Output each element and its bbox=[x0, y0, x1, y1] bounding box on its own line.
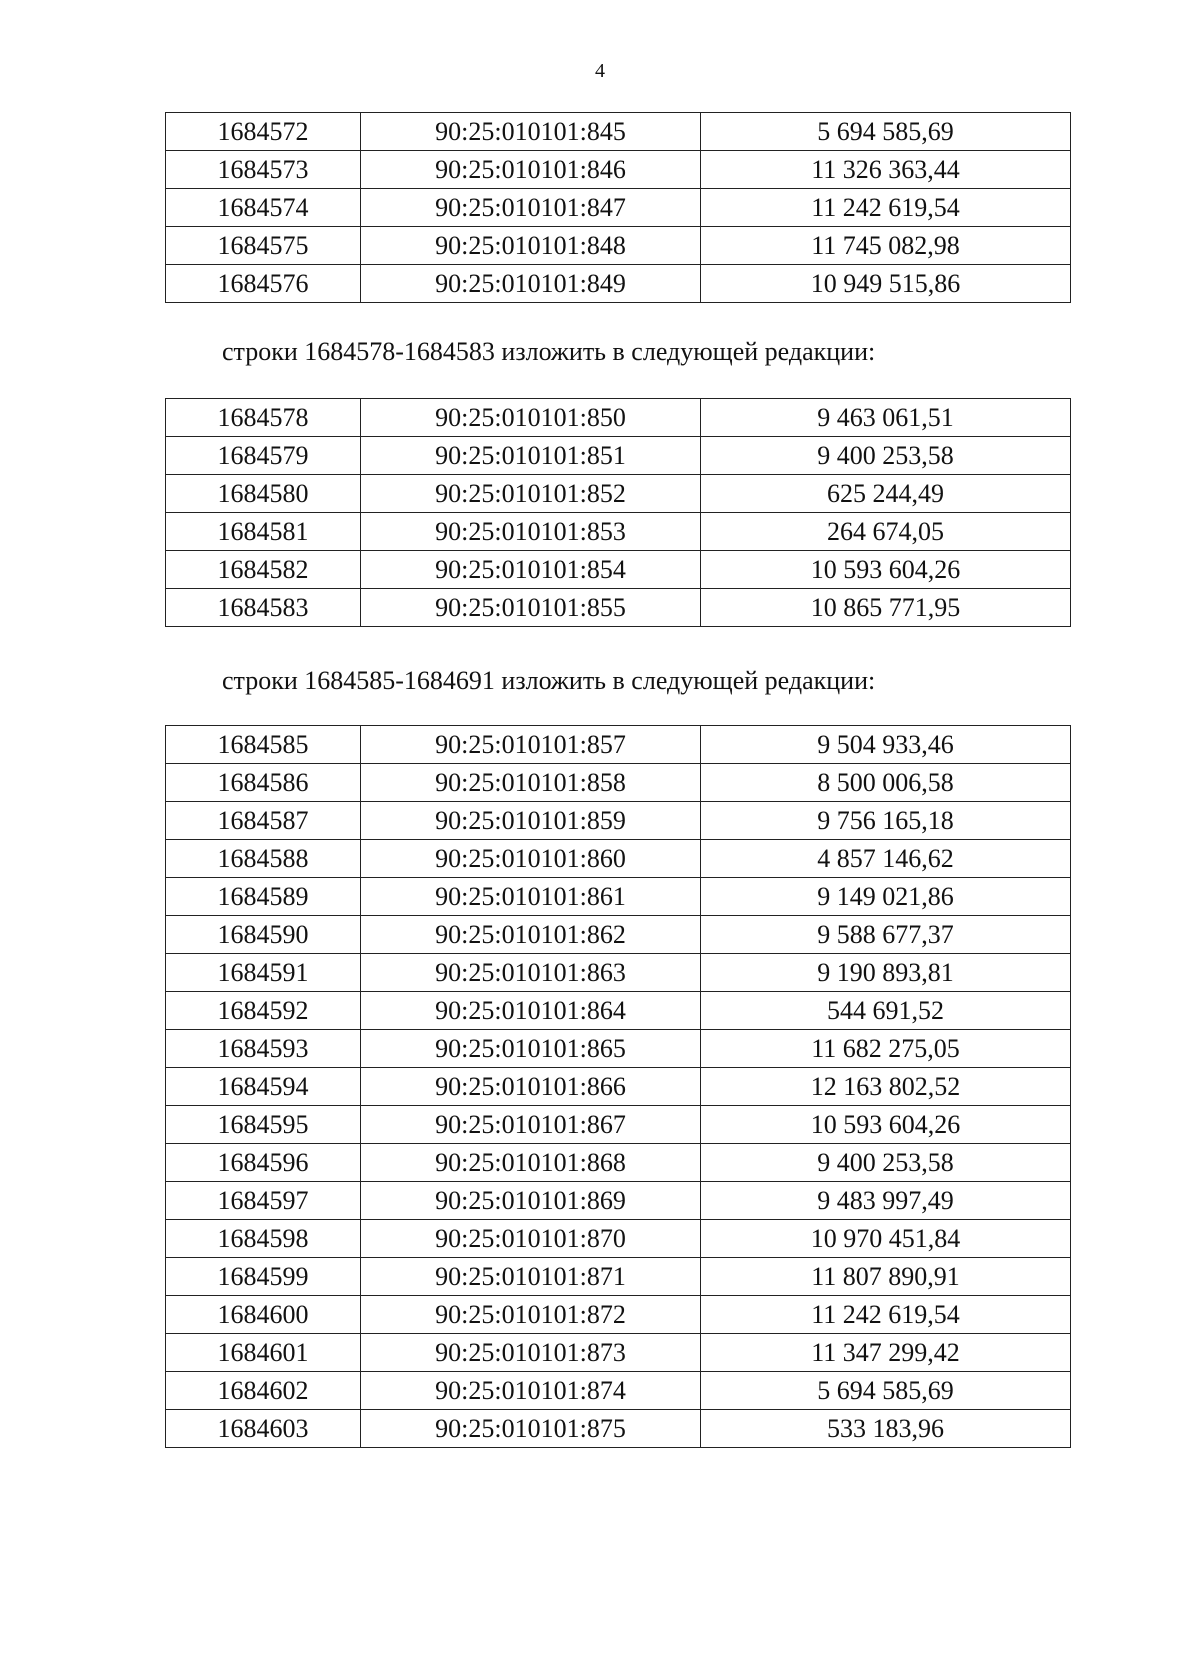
cadastral-number-cell: 90:25:010101:861 bbox=[361, 878, 701, 916]
row-number-cell: 1684572 bbox=[166, 113, 361, 151]
table-row bbox=[166, 1372, 1071, 1410]
value-cell: 11 682 275,05 bbox=[701, 1030, 1071, 1068]
cadastral-number-cell: 90:25:010101:862 bbox=[361, 916, 701, 954]
value-cell: 9 483 997,49 bbox=[701, 1182, 1071, 1220]
value-cell: 9 588 677,37 bbox=[701, 916, 1071, 954]
table-row bbox=[166, 992, 1071, 1030]
value-cell: 11 242 619,54 bbox=[701, 189, 1071, 227]
row-number-cell: 1684579 bbox=[166, 437, 361, 475]
page-number: 4 bbox=[595, 60, 605, 82]
value-cell: 8 500 006,58 bbox=[701, 764, 1071, 802]
table-row bbox=[166, 1334, 1071, 1372]
cadastral-number-cell: 90:25:010101:872 bbox=[361, 1296, 701, 1334]
cadastral-number-cell: 90:25:010101:873 bbox=[361, 1334, 701, 1372]
table-row bbox=[166, 437, 1071, 475]
value-cell: 11 745 082,98 bbox=[701, 227, 1071, 265]
table-row bbox=[166, 1296, 1071, 1334]
value-cell: 544 691,52 bbox=[701, 992, 1071, 1030]
table-row bbox=[166, 265, 1071, 303]
value-cell: 12 163 802,52 bbox=[701, 1068, 1071, 1106]
cadastral-number-cell: 90:25:010101:855 bbox=[361, 589, 701, 627]
value-cell: 10 593 604,26 bbox=[701, 1106, 1071, 1144]
table-row bbox=[166, 1106, 1071, 1144]
value-cell: 5 694 585,69 bbox=[701, 113, 1071, 151]
row-number-cell: 1684589 bbox=[166, 878, 361, 916]
value-cell: 9 504 933,46 bbox=[701, 726, 1071, 764]
cadastral-number-cell: 90:25:010101:854 bbox=[361, 551, 701, 589]
value-cell: 10 970 451,84 bbox=[701, 1220, 1071, 1258]
table-row bbox=[166, 954, 1071, 992]
table-row bbox=[166, 189, 1071, 227]
cadastral-number-cell: 90:25:010101:853 bbox=[361, 513, 701, 551]
cadastral-number-cell: 90:25:010101:860 bbox=[361, 840, 701, 878]
row-number-cell: 1684603 bbox=[166, 1410, 361, 1448]
cadastral-number-cell: 90:25:010101:869 bbox=[361, 1182, 701, 1220]
table-rows-1684578-1684583 bbox=[165, 398, 1071, 627]
value-cell: 11 326 363,44 bbox=[701, 151, 1071, 189]
row-number-cell: 1684602 bbox=[166, 1372, 361, 1410]
row-number-cell: 1684578 bbox=[166, 399, 361, 437]
table-row bbox=[166, 726, 1071, 764]
row-number-cell: 1684591 bbox=[166, 954, 361, 992]
row-number-cell: 1684598 bbox=[166, 1220, 361, 1258]
value-cell: 11 242 619,54 bbox=[701, 1296, 1071, 1334]
value-cell: 11 347 299,42 bbox=[701, 1334, 1071, 1372]
value-cell: 10 865 771,95 bbox=[701, 589, 1071, 627]
table-row bbox=[166, 1220, 1071, 1258]
table-row bbox=[166, 513, 1071, 551]
value-cell: 533 183,96 bbox=[701, 1410, 1071, 1448]
row-number-cell: 1684580 bbox=[166, 475, 361, 513]
row-number-cell: 1684573 bbox=[166, 151, 361, 189]
cadastral-number-cell: 90:25:010101:857 bbox=[361, 726, 701, 764]
table-row bbox=[166, 840, 1071, 878]
table-rows-1684572-1684576 bbox=[165, 112, 1071, 303]
table-row bbox=[166, 227, 1071, 265]
cadastral-number-cell: 90:25:010101:859 bbox=[361, 802, 701, 840]
table-row bbox=[166, 1144, 1071, 1182]
row-number-cell: 1684574 bbox=[166, 189, 361, 227]
cadastral-number-cell: 90:25:010101:858 bbox=[361, 764, 701, 802]
table-row bbox=[166, 399, 1071, 437]
table-row bbox=[166, 589, 1071, 627]
instruction-text: строки 1684585-1684691 изложить в следующей редакции: bbox=[222, 666, 876, 695]
row-number-cell: 1684593 bbox=[166, 1030, 361, 1068]
cadastral-number-cell: 90:25:010101:865 bbox=[361, 1030, 701, 1068]
table-row bbox=[166, 1182, 1071, 1220]
cadastral-number-cell: 90:25:010101:850 bbox=[361, 399, 701, 437]
row-number-cell: 1684592 bbox=[166, 992, 361, 1030]
row-number-cell: 1684586 bbox=[166, 764, 361, 802]
row-number-cell: 1684596 bbox=[166, 1144, 361, 1182]
table-row bbox=[166, 916, 1071, 954]
cadastral-number-cell: 90:25:010101:866 bbox=[361, 1068, 701, 1106]
table-row bbox=[166, 1258, 1071, 1296]
table-rows-1684585-1684603 bbox=[165, 725, 1071, 1448]
cadastral-number-cell: 90:25:010101:868 bbox=[361, 1144, 701, 1182]
table-row bbox=[166, 878, 1071, 916]
cadastral-number-cell: 90:25:010101:875 bbox=[361, 1410, 701, 1448]
cadastral-number-cell: 90:25:010101:870 bbox=[361, 1220, 701, 1258]
row-number-cell: 1684576 bbox=[166, 265, 361, 303]
value-cell: 4 857 146,62 bbox=[701, 840, 1071, 878]
table-row bbox=[166, 475, 1071, 513]
cadastral-number-cell: 90:25:010101:867 bbox=[361, 1106, 701, 1144]
row-number-cell: 1684583 bbox=[166, 589, 361, 627]
value-cell: 9 149 021,86 bbox=[701, 878, 1071, 916]
value-cell: 9 400 253,58 bbox=[701, 1144, 1071, 1182]
cadastral-number-cell: 90:25:010101:874 bbox=[361, 1372, 701, 1410]
table-row bbox=[166, 802, 1071, 840]
table-row bbox=[166, 1068, 1071, 1106]
value-cell: 10 593 604,26 bbox=[701, 551, 1071, 589]
table-row bbox=[166, 113, 1071, 151]
row-number-cell: 1684588 bbox=[166, 840, 361, 878]
instruction-text: строки 1684578-1684583 изложить в следующей редакции: bbox=[222, 337, 876, 366]
value-cell: 9 190 893,81 bbox=[701, 954, 1071, 992]
cadastral-number-cell: 90:25:010101:871 bbox=[361, 1258, 701, 1296]
cadastral-number-cell: 90:25:010101:851 bbox=[361, 437, 701, 475]
cadastral-number-cell: 90:25:010101:852 bbox=[361, 475, 701, 513]
cadastral-number-cell: 90:25:010101:845 bbox=[361, 113, 701, 151]
row-number-cell: 1684585 bbox=[166, 726, 361, 764]
value-cell: 5 694 585,69 bbox=[701, 1372, 1071, 1410]
table-row bbox=[166, 551, 1071, 589]
row-number-cell: 1684575 bbox=[166, 227, 361, 265]
row-number-cell: 1684600 bbox=[166, 1296, 361, 1334]
row-number-cell: 1684594 bbox=[166, 1068, 361, 1106]
row-number-cell: 1684597 bbox=[166, 1182, 361, 1220]
table-row bbox=[166, 1410, 1071, 1448]
table-row bbox=[166, 1030, 1071, 1068]
table-row bbox=[166, 151, 1071, 189]
value-cell: 9 400 253,58 bbox=[701, 437, 1071, 475]
row-number-cell: 1684587 bbox=[166, 802, 361, 840]
value-cell: 625 244,49 bbox=[701, 475, 1071, 513]
row-number-cell: 1684595 bbox=[166, 1106, 361, 1144]
cadastral-number-cell: 90:25:010101:863 bbox=[361, 954, 701, 992]
row-number-cell: 1684599 bbox=[166, 1258, 361, 1296]
value-cell: 11 807 890,91 bbox=[701, 1258, 1071, 1296]
row-number-cell: 1684581 bbox=[166, 513, 361, 551]
row-number-cell: 1684601 bbox=[166, 1334, 361, 1372]
row-number-cell: 1684590 bbox=[166, 916, 361, 954]
value-cell: 264 674,05 bbox=[701, 513, 1071, 551]
value-cell: 9 463 061,51 bbox=[701, 399, 1071, 437]
cadastral-number-cell: 90:25:010101:846 bbox=[361, 151, 701, 189]
table-row bbox=[166, 764, 1071, 802]
row-number-cell: 1684582 bbox=[166, 551, 361, 589]
cadastral-number-cell: 90:25:010101:847 bbox=[361, 189, 701, 227]
cadastral-number-cell: 90:25:010101:849 bbox=[361, 265, 701, 303]
value-cell: 9 756 165,18 bbox=[701, 802, 1071, 840]
value-cell: 10 949 515,86 bbox=[701, 265, 1071, 303]
cadastral-number-cell: 90:25:010101:848 bbox=[361, 227, 701, 265]
cadastral-number-cell: 90:25:010101:864 bbox=[361, 992, 701, 1030]
